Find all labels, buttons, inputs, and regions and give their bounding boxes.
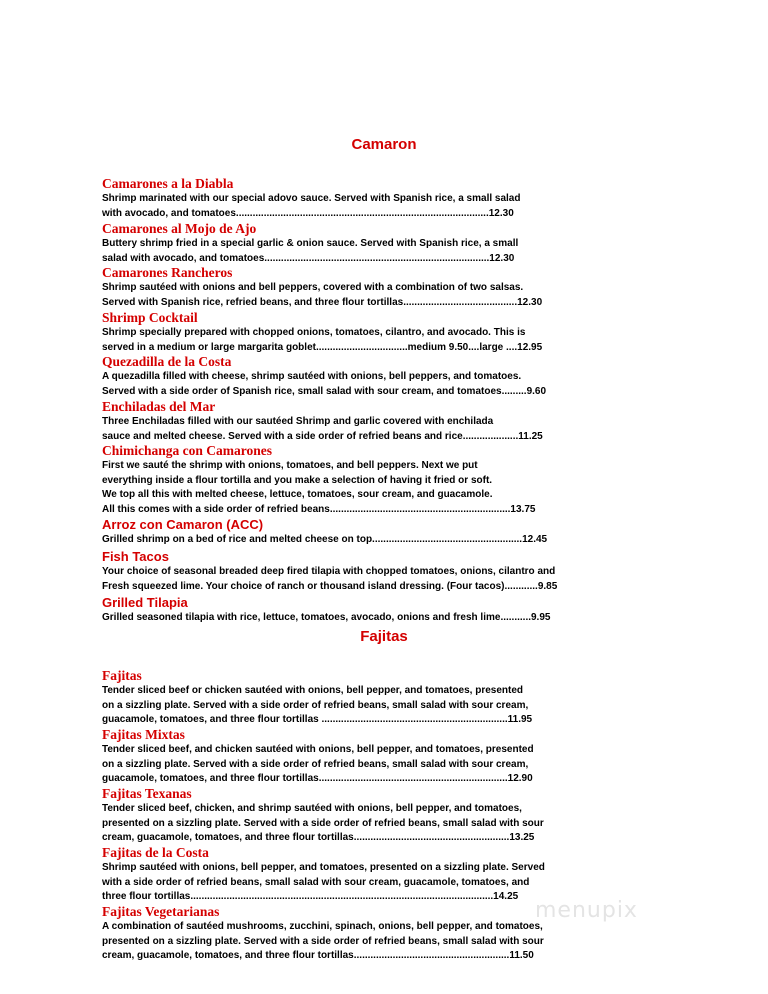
menu-item-description xyxy=(102,684,632,728)
description-line: Tender sliced beef, and chicken sautéed with onions, bell pepper, and tomatoes, presented xyxy=(102,744,534,755)
menu-item-name: Fajitas Vegetarianas xyxy=(102,904,220,919)
description-line: Grilled shrimp on a bed of rice and melted cheese on top......................................................12.45 xyxy=(102,534,548,545)
description-line: cream, guacamole, tomatoes, and three flour tortillas........................................................11.50 xyxy=(102,950,534,962)
description-line: with avocado, and tomatoes...........................................................................................12.30 xyxy=(102,207,514,219)
menu-item xyxy=(102,668,632,728)
description-line: Tender sliced beef or chicken sautéed with onions, bell pepper, and tomatoes, presented xyxy=(102,685,524,696)
menu-item-name: Camarones al Mojo de Ajo xyxy=(102,221,257,236)
description-line: Buttery shrimp fried in a special garlic & onion sauce. Served with Spanish rice, a small xyxy=(102,238,519,249)
menu-item xyxy=(102,265,632,310)
menu-item xyxy=(102,221,632,266)
menu-item-name: Camarones a la Diabla xyxy=(102,176,234,191)
menu-item-name: Fish Tacos xyxy=(102,549,169,564)
description-line: A combination of sautéed mushrooms, zucchini, spinach, onions, bell pepper, and tomatoes, xyxy=(102,921,543,932)
description-line: First we sauté the shrimp with onions, tomatoes, and bell peppers. Next we put xyxy=(102,460,478,471)
menu-item-description xyxy=(102,802,632,846)
menu-item-name: Arroz con Camaron (ACC) xyxy=(102,517,264,532)
menu-item-name: Quezadilla de la Costa xyxy=(102,354,232,369)
menu-item-description xyxy=(102,326,632,355)
description-line: presented on a sizzling plate. Served with a side order of refried beans, small salad with sour xyxy=(102,817,544,829)
description-line: served in a medium or large margarita goblet.................................medium 9.50....large ....12.95 xyxy=(102,341,543,353)
menu-item xyxy=(102,517,632,548)
menu-item xyxy=(102,845,632,905)
menu-item-description xyxy=(102,370,632,399)
description-line: Served with a side order of Spanish rice, small salad with sour cream, and tomatoes.........9.60 xyxy=(102,385,547,397)
menu-item-name: Fajitas xyxy=(102,668,142,683)
menu-item-name: Shrimp Cocktail xyxy=(102,310,198,325)
menu-item-description xyxy=(102,415,632,444)
menu-item-description xyxy=(102,565,632,594)
menu-item-description xyxy=(102,459,632,517)
menu-item xyxy=(102,354,632,399)
description-line: three flour tortillas.............................................................................................................14.25 xyxy=(102,891,519,903)
description-line: on a sizzling plate. Served with a side order of refried beans, small salad with sour cream, xyxy=(102,758,529,770)
menu-item xyxy=(102,310,632,355)
menu-item xyxy=(102,595,632,626)
description-line: Shrimp sautéed with onions, bell pepper, and tomatoes, presented on a sizzling plate. Served xyxy=(102,862,545,873)
menu-item-description xyxy=(102,281,632,310)
description-line: guacamole, tomatoes, and three flour tortillas ...................................................................11.95 xyxy=(102,714,533,726)
menu-item xyxy=(102,549,632,594)
menu-item-name: Grilled Tilapia xyxy=(102,595,188,610)
description-line: on a sizzling plate. Served with a side order of refried beans, small salad with sour cream, xyxy=(102,699,529,711)
description-line: All this comes with a side order of refried beans.................................................................13.75 xyxy=(102,503,536,515)
menu-item-description xyxy=(102,743,632,787)
menu-item-name: Fajitas Mixtas xyxy=(102,727,185,742)
menu-item-description xyxy=(102,533,632,548)
description-line: guacamole, tomatoes, and three flour tortillas....................................................................12.90 xyxy=(102,773,533,785)
section-title-camaron: Camaron xyxy=(351,136,417,153)
description-line: Fresh squeezed lime. Your choice of ranch or thousand island dressing. (Four tacos)............9.85 xyxy=(102,580,558,592)
description-line: Grilled seasoned tilapia with rice, lettuce, tomatoes, avocado, onions and fresh lime...........9.95 xyxy=(102,612,551,623)
description-line: Your choice of seasonal breaded deep fired tilapia with chopped tomatoes, onions, cilantro and xyxy=(102,566,556,577)
section-title-fajitas: Fajitas xyxy=(360,628,408,645)
description-line: sauce and melted cheese. Served with a side order of refried beans and rice....................11.25 xyxy=(102,430,543,442)
menu-item-description xyxy=(102,192,632,221)
menu-item-name: Fajitas Texanas xyxy=(102,786,192,801)
menu-item-description xyxy=(102,611,632,626)
menu-item xyxy=(102,176,632,221)
description-line: Three Enchiladas filled with our sautéed Shrimp and garlic covered with enchilada xyxy=(102,416,494,427)
menu-item-description xyxy=(102,920,632,964)
menu-item xyxy=(102,399,632,444)
description-line: Tender sliced beef, chicken, and shrimp sautéed with onions, bell pepper, and tomatoes, xyxy=(102,803,522,814)
description-line: Shrimp marinated with our special adovo sauce. Served with Spanish rice, a small salad xyxy=(102,193,521,204)
description-line: cream, guacamole, tomatoes, and three flour tortillas........................................................13.25 xyxy=(102,832,535,844)
description-line: Shrimp specially prepared with chopped onions, tomatoes, cilantro, and avocado. This is xyxy=(102,327,526,338)
menu-item-description xyxy=(102,237,632,266)
description-line: everything inside a flour tortilla and you make a selection of having it fried or soft. xyxy=(102,474,493,486)
description-line: Served with Spanish rice, refried beans, and three flour tortillas.........................................12.30 xyxy=(102,296,543,308)
menu-item xyxy=(102,786,632,846)
menu-item xyxy=(102,443,632,517)
watermark-logo: menupix xyxy=(535,898,638,923)
description-line: presented on a sizzling plate. Served with a side order of refried beans, small salad with sour xyxy=(102,935,544,947)
menu-item xyxy=(102,727,632,787)
description-line: We top all this with melted cheese, lettuce, tomatoes, sour cream, and guacamole. xyxy=(102,489,493,501)
description-line: Shrimp sautéed with onions and bell peppers, covered with a combination of two salsas. xyxy=(102,282,524,293)
menu-item-name: Fajitas de la Costa xyxy=(102,845,209,860)
description-line: with a side order of refried beans, small salad with sour cream, guacamole, tomatoes, and xyxy=(102,876,530,888)
description-line: A quezadilla filled with cheese, shrimp sautéed with onions, bell peppers, and tomatoes. xyxy=(102,371,522,382)
menu-item-name: Enchiladas del Mar xyxy=(102,399,216,414)
description-line: salad with avocado, and tomatoes.................................................................................12.30 xyxy=(102,252,515,264)
menu-item-name: Camarones Rancheros xyxy=(102,265,233,280)
menu-item-name: Chimichanga con Camarones xyxy=(102,443,273,458)
